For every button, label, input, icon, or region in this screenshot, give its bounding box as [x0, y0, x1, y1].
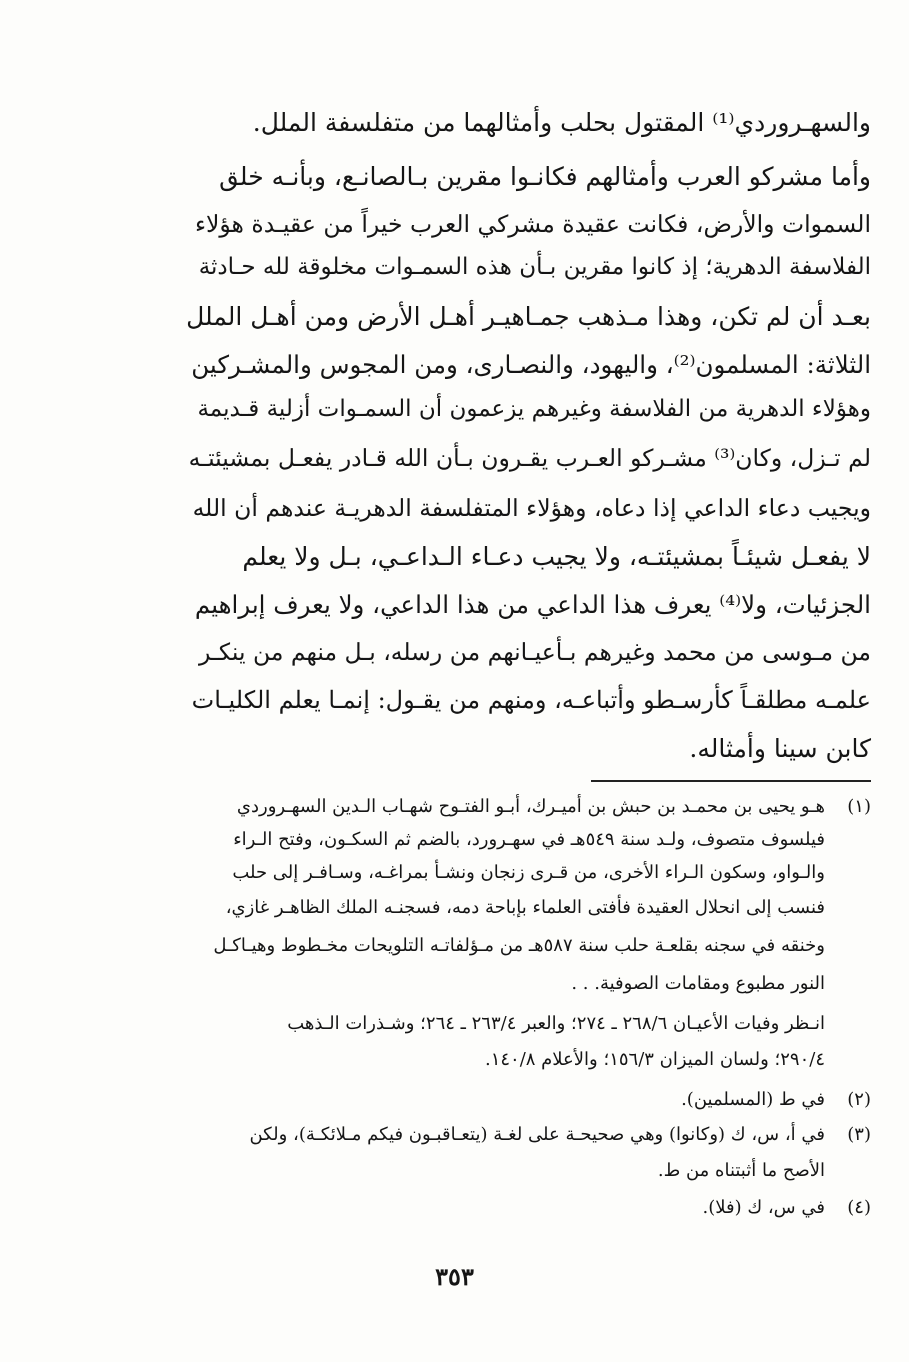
- main-text-line: لم تـزل، وكان⁽³⁾ مشـركو العـرب يقـرون بـأن الله قـادر يفعـل بمشيئتـه: [188, 444, 871, 472]
- main-text-line: وهؤلاء الدهرية من الفلاسفة وغيرهم يزعمون أن السمـوات أزلية قـديمة: [197, 396, 871, 422]
- footnote-text-line: النور مطبوع ومقامات الصوفية. . .: [571, 973, 825, 994]
- main-text-line: وأما مشركو العرب وأمثالهم فكانـوا مقرين بـالصانـع، وبأنـه خلق: [219, 162, 871, 191]
- footnote-text-line: هـو يحيى بن محمـد بن حبش بن أميـرك، أبـو الفتـوح شهـاب الـدين السهـروردي: [236, 796, 825, 817]
- footnote-text-line: ٢٩٠/٤؛ ولسان الميزان ١٥٦/٣؛ والأعلام ١٤٠/٨.: [484, 1049, 825, 1070]
- main-text-line: من مـوسى من محمد وغيرهم بـأعيـانهم من رسله، بـل منهم من ينكـر: [199, 638, 871, 666]
- footnote-text-line: فنسب إلى انحلال العقيدة فأفتى العلماء بإباحة دمه، فسجنـه الملك الظاهـر غازي،: [225, 897, 825, 918]
- footnote-separator: [591, 780, 871, 782]
- footnote-text-line: في ط (المسلمين).: [681, 1089, 825, 1110]
- main-text-line: ويجيب دعاء الداعي إذا دعاه، وهؤلاء المتفلسفة الدهريـة عندهم أن الله: [192, 494, 871, 522]
- footnote-number: (١): [847, 796, 871, 817]
- main-text-line: كابن سينا وأمثاله.: [689, 734, 871, 763]
- main-text-line: علمـه مطلقـاً كأرسـطو وأتباعـه، ومنهم من يقـول: إنمـا يعلم الكليـات: [191, 686, 871, 714]
- main-text-line: لا يفعـل شيئـاً بمشيئتـه، ولا يجيب دعـاء الـداعـي، بـل ولا يعلم: [242, 542, 871, 571]
- main-text-line: والسهـروردي⁽¹⁾ المقتول بحلب وأمثالهما من متفلسفة الملل.: [252, 108, 871, 137]
- footnote-text-line: والـواو، وسكون الـراء الأخرى، من قـرى زنجان ونشـأ بمراغـه، وسـافـر إلى حلب: [232, 862, 825, 883]
- main-text-line: الثلاثة: المسلمون⁽²⁾، واليهود، والنصـارى، ومن المجوس والمشـركين: [191, 350, 871, 379]
- page-number: ٣٥٣: [435, 1262, 474, 1291]
- main-text-line: السموات والأرض، فكانت عقيدة مشركي العرب خيراً من عقيـدة هؤلاء: [194, 210, 871, 238]
- footnote-number: (٣): [847, 1124, 871, 1145]
- footnote-number: (٤): [847, 1197, 871, 1218]
- main-text-line: بعـد أن لم تكن، وهذا مـذهب جمـاهيـر أهـل الأرض ومن أهـل الملل: [186, 302, 871, 331]
- footnote-text-line: الأصح ما أثبتناه من ط.: [657, 1160, 825, 1181]
- footnote-text-line: انـظر وفيات الأعيـان ٢٦٨/٦ ـ ٢٧٤؛ والعبر ٢٦٣/٤ ـ ٢٦٤؛ وشـذرات الـذهب: [287, 1013, 825, 1034]
- footnote-text-line: في س، ك (فلا).: [702, 1197, 825, 1218]
- main-text-line: الجزئيات، ولا⁽⁴⁾ يعرف هذا الداعي من هذا الداعي، ولا يعرف إبراهيم: [194, 590, 871, 619]
- main-text-line: الفلاسفة الدهرية؛ إذ كانوا مقرين بـأن هذه السمـوات مخلوقة لله حـادثة: [198, 254, 871, 280]
- footnote-text-line: فيلسوف متصوف، ولـد سنة ٥٤٩هـ في سهـرورد، بالضم ثم السكـون، وفتح الـراء: [233, 829, 825, 850]
- footnote-text-line: وخنقه في سجنه بقلعـة حلب سنة ٥٨٧هـ من مـؤلفاتـه التلويحات مخـطوط وهيـاكـل: [213, 935, 825, 956]
- footnote-number: (٢): [847, 1089, 871, 1110]
- footnote-text-line: في أ، س، ك (وكانوا) وهي صحيحـة على لغـة (يتعـاقبـون فيكم مـلائكـة)، ولكن: [249, 1124, 825, 1145]
